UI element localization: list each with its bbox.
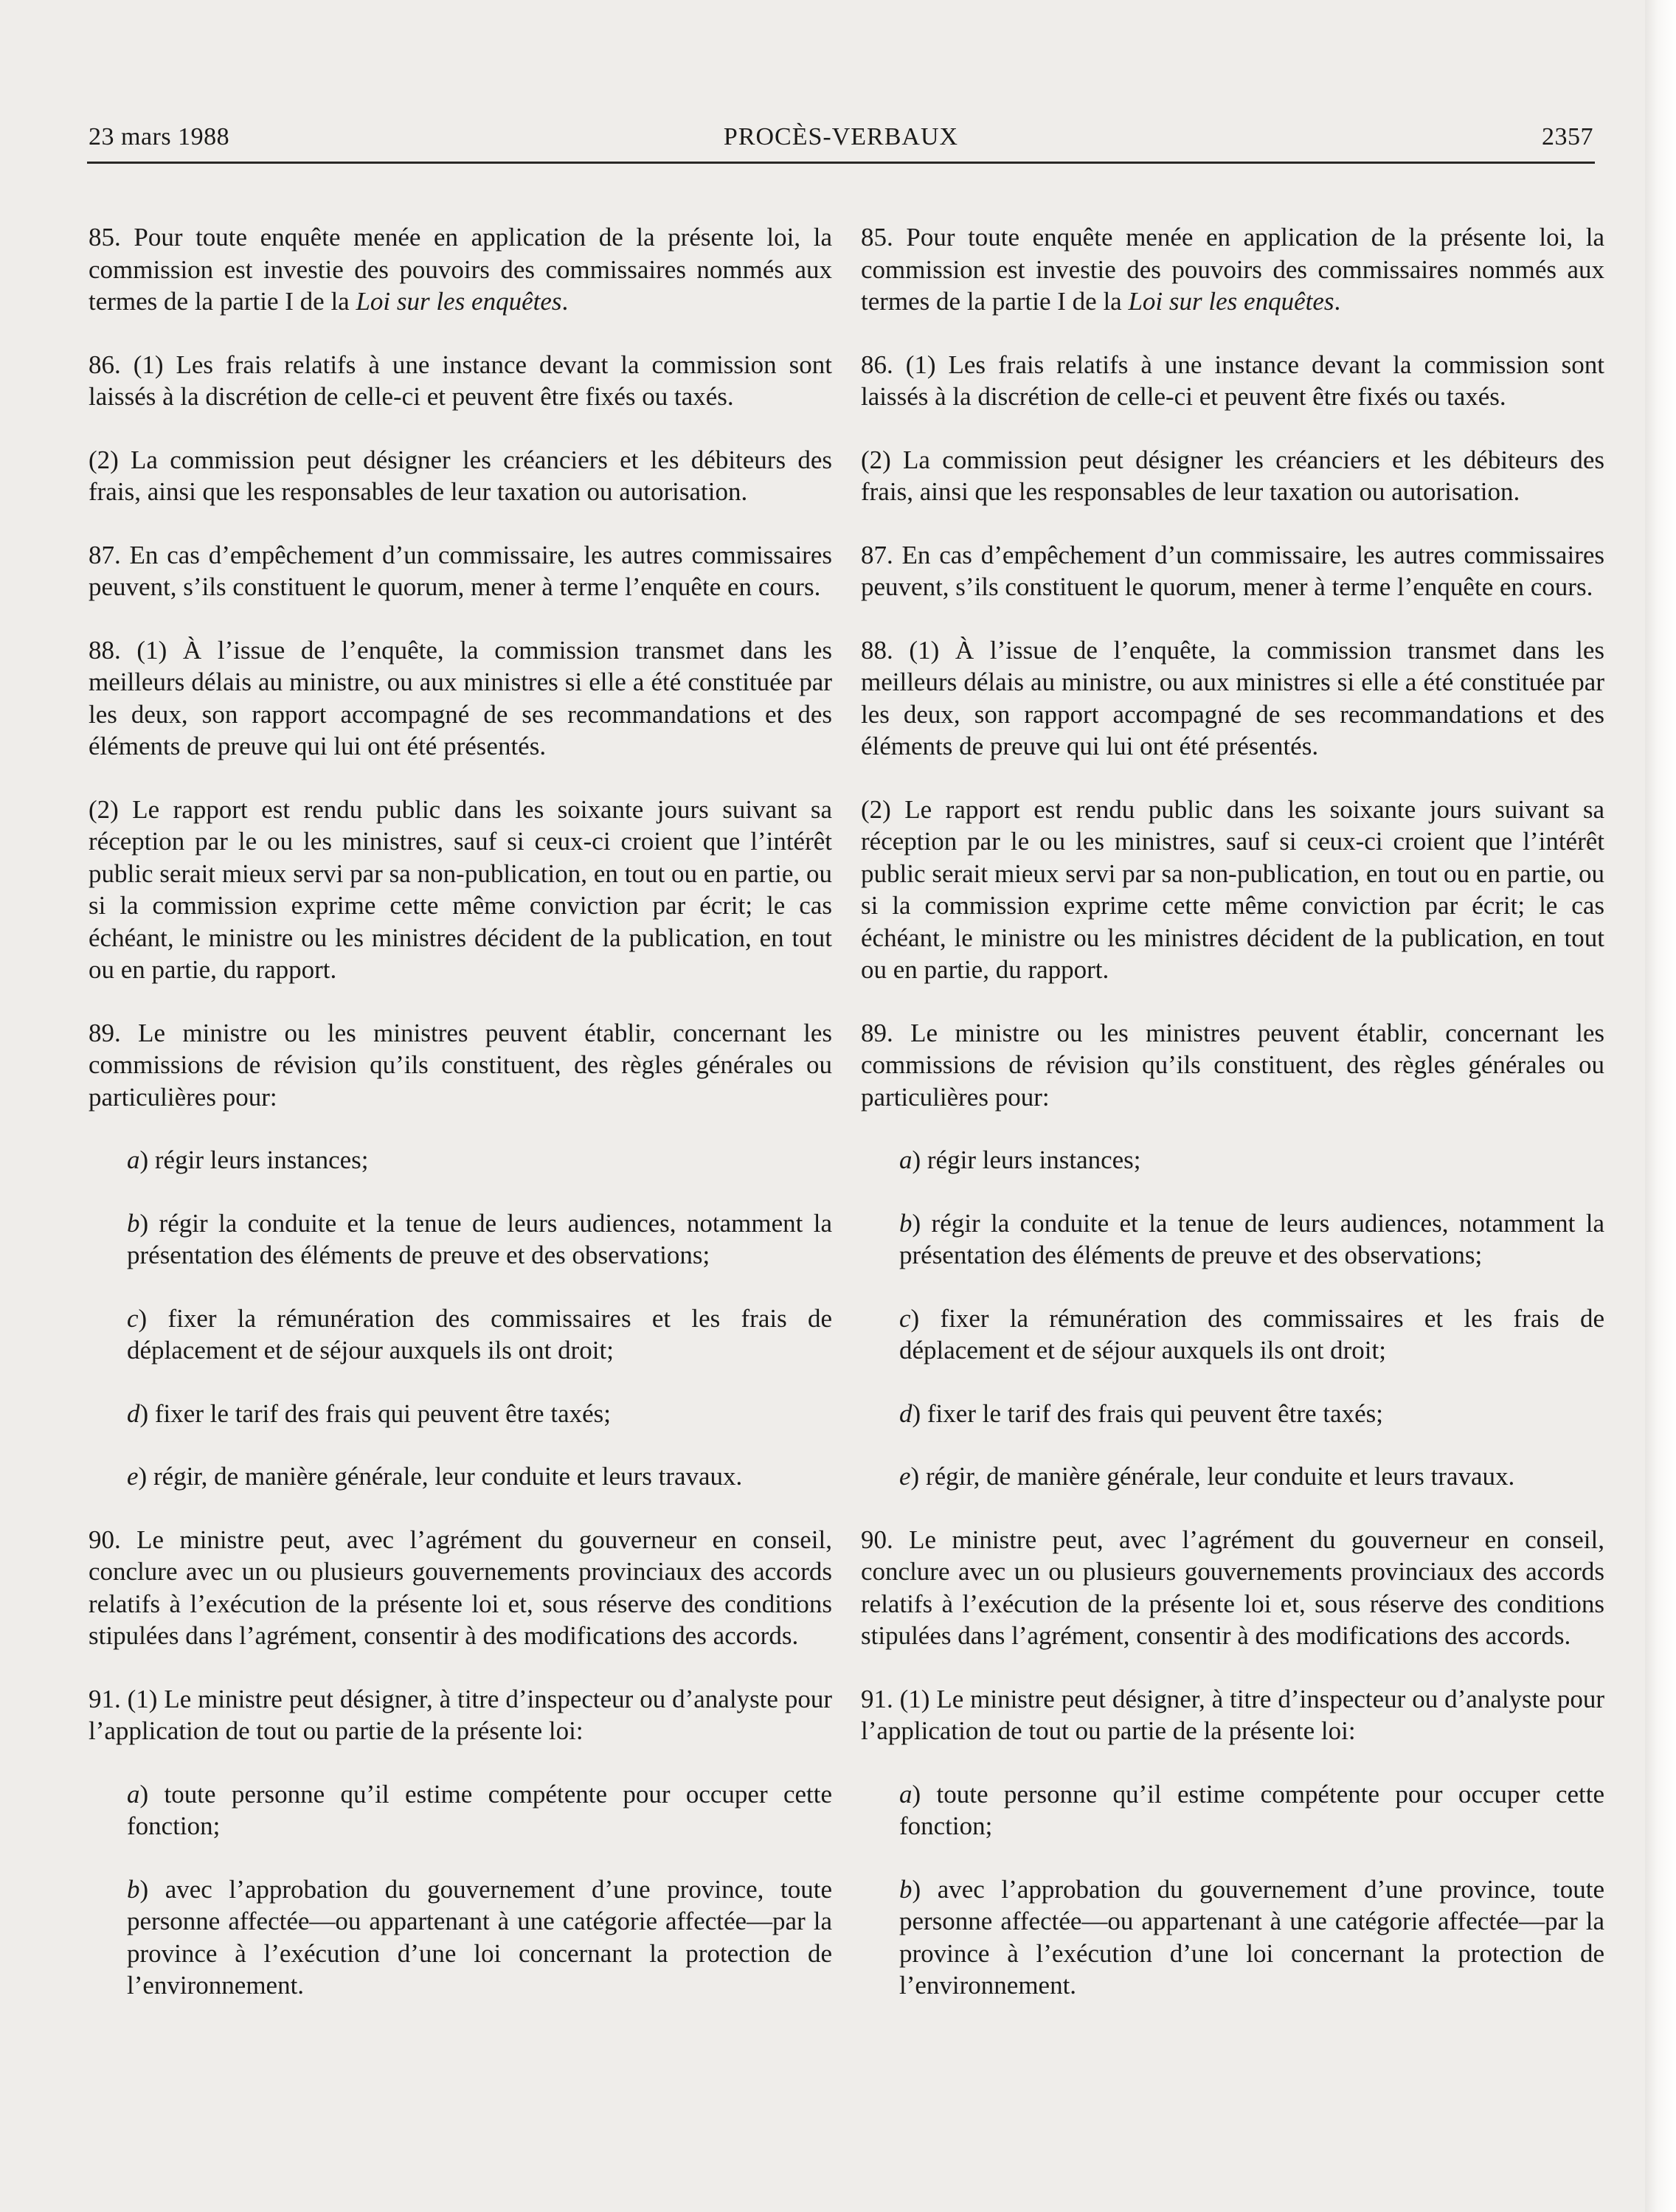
left-column	[89, 221, 832, 2033]
paragraph-91-b: b) avec l’approbation du gouvernement d’une province, toute personne affectée—ou appartenant à une catégorie affectée—par la province à l’exécution d’une loi concernant la protection de l’environnement.	[127, 1874, 832, 2000]
paragraph-88-2: (2) Le rapport est rendu public dans les soixante jours suivant sa réception par le ou les ministres, sauf si ceux-ci croient que l’intérêt public serait mieux servi par sa non-publication, en tout ou en partie, ou si la commission exprime cette même conviction par écrit; le cas échéant, le ministre ou les ministres décident de la publication, en tout ou en partie, du rapport.	[861, 794, 1604, 984]
paragraph-89-b: b) régir la conduite et la tenue de leurs audiences, notamment la présentation des éléments de preuve et des observations;	[899, 1208, 1604, 1269]
paragraph-89-e: e) régir, de manière générale, leur conduite et leurs travaux.	[899, 1462, 1515, 1491]
page-edge	[1645, 0, 1676, 2212]
paragraph-89: 89. Le ministre ou les ministres peuvent établir, concernant les commissions de révision qu’ils constituent, des règles générales ou particulières pour:	[861, 1018, 1604, 1112]
paragraph-87: 87. En cas d’empêchement d’un commissaire, les autres commissaires peuvent, s’ils constituent le quorum, mener à terme l’enquête en cours.	[861, 540, 1604, 601]
paragraph-89-d: d) fixer le tarif des frais qui peuvent être taxés;	[899, 1398, 1383, 1428]
paragraph-89-c: c) fixer la rémunération des commissaires et les frais de déplacement et de séjour auxquels ils ont droit;	[899, 1303, 1604, 1365]
paragraph-89-c: c) fixer la rémunération des commissaires et les frais de déplacement et de séjour auxquels ils ont droit;	[127, 1303, 832, 1365]
header-date: 23 mars 1988	[89, 123, 230, 150]
header-page-number: 2357	[1542, 123, 1593, 150]
paragraph-89-a: a) régir leurs instances;	[899, 1145, 1141, 1174]
paragraph-89: 89. Le ministre ou les ministres peuvent établir, concernant les commissions de révision qu’ils constituent, des règles générales ou particulières pour:	[89, 1018, 832, 1112]
paragraph-88-2: (2) Le rapport est rendu public dans les soixante jours suivant sa réception par le ou les ministres, sauf si ceux-ci croient que l’intérêt public serait mieux servi par sa non-publication, en tout ou en partie, ou si la commission exprime cette même conviction par écrit; le cas échéant, le ministre ou les ministres décident de la publication, en tout ou en partie, du rapport.	[89, 794, 832, 984]
paragraph-89-a: a) régir leurs instances;	[127, 1145, 369, 1174]
header-title: PROCÈS-VERBAUX	[723, 123, 959, 150]
paragraph-89-d: d) fixer le tarif des frais qui peuvent être taxés;	[127, 1398, 611, 1428]
header-rule	[87, 162, 1595, 164]
paragraph-91-b: b) avec l’approbation du gouvernement d’une province, toute personne affectée—ou appartenant à une catégorie affectée—par la province à l’exécution d’une loi concernant la protection de l’environnement.	[899, 1874, 1604, 2000]
paragraph-90: 90. Le ministre peut, avec l’agrément du gouverneur en conseil, conclure avec un ou plusieurs gouvernements provinciaux des accords relatifs à l’exécution de la présente loi et, sous réserve des conditions stipulées dans l’agrément, consentir à des modifications des accords.	[861, 1525, 1604, 1650]
paragraph-86-2: (2) La commission peut désigner les créanciers et les débiteurs des frais, ainsi que les responsables de leur taxation ou autorisation.	[89, 445, 832, 506]
paragraph-87: 87. En cas d’empêchement d’un commissaire, les autres commissaires peuvent, s’ils constituent le quorum, mener à terme l’enquête en cours.	[89, 540, 832, 601]
paragraph-86-2: (2) La commission peut désigner les créanciers et les débiteurs des frais, ainsi que les responsables de leur taxation ou autorisation.	[861, 445, 1604, 506]
paragraph-85: 85. Pour toute enquête menée en application de la présente loi, la commission est investie des pouvoirs des commissaires nommés aux termes de la partie I de la Loi sur les enquêtes.	[89, 223, 832, 316]
paragraph-88-1: 88. (1) À l’issue de l’enquête, la commission transmet dans les meilleurs délais au ministre, ou aux ministres si elle a été constituée par les deux, son rapport accompagné de ses recommandations et des éléments de preuve qui lui ont été présentés.	[89, 635, 832, 760]
paragraph-91-a: a) toute personne qu’il estime compétente pour occuper cette fonction;	[127, 1779, 832, 1840]
right-column	[861, 221, 1604, 2033]
paragraph-90: 90. Le ministre peut, avec l’agrément du gouverneur en conseil, conclure avec un ou plusieurs gouvernements provinciaux des accords relatifs à l’exécution de la présente loi et, sous réserve des conditions stipulées dans l’agrément, consentir à des modifications des accords.	[89, 1525, 832, 1650]
page-header	[89, 122, 1593, 162]
paragraph-86-1: 86. (1) Les frais relatifs à une instance devant la commission sont laissés à la discrétion de celle-ci et peuvent être fixés ou taxés.	[861, 350, 1604, 411]
paragraph-91: 91. (1) Le ministre peut désigner, à titre d’inspecteur ou d’analyste pour l’application de tout ou partie de la présente loi:	[89, 1684, 832, 1745]
paragraph-86-1: 86. (1) Les frais relatifs à une instance devant la commission sont laissés à la discrétion de celle-ci et peuvent être fixés ou taxés.	[89, 350, 832, 411]
paragraph-91: 91. (1) Le ministre peut désigner, à titre d’inspecteur ou d’analyste pour l’application de tout ou partie de la présente loi:	[861, 1684, 1604, 1745]
paragraph-88-1: 88. (1) À l’issue de l’enquête, la commission transmet dans les meilleurs délais au ministre, ou aux ministres si elle a été constituée par les deux, son rapport accompagné de ses recommandations et des éléments de preuve qui lui ont été présentés.	[861, 635, 1604, 760]
paragraph-91-a: a) toute personne qu’il estime compétente pour occuper cette fonction;	[899, 1779, 1604, 1840]
paragraph-89-e: e) régir, de manière générale, leur conduite et leurs travaux.	[127, 1462, 743, 1491]
paragraph-89-b: b) régir la conduite et la tenue de leurs audiences, notamment la présentation des éléments de preuve et des observations;	[127, 1208, 832, 1269]
paragraph-85: 85. Pour toute enquête menée en application de la présente loi, la commission est investie des pouvoirs des commissaires nommés aux termes de la partie I de la Loi sur les enquêtes.	[861, 223, 1604, 316]
